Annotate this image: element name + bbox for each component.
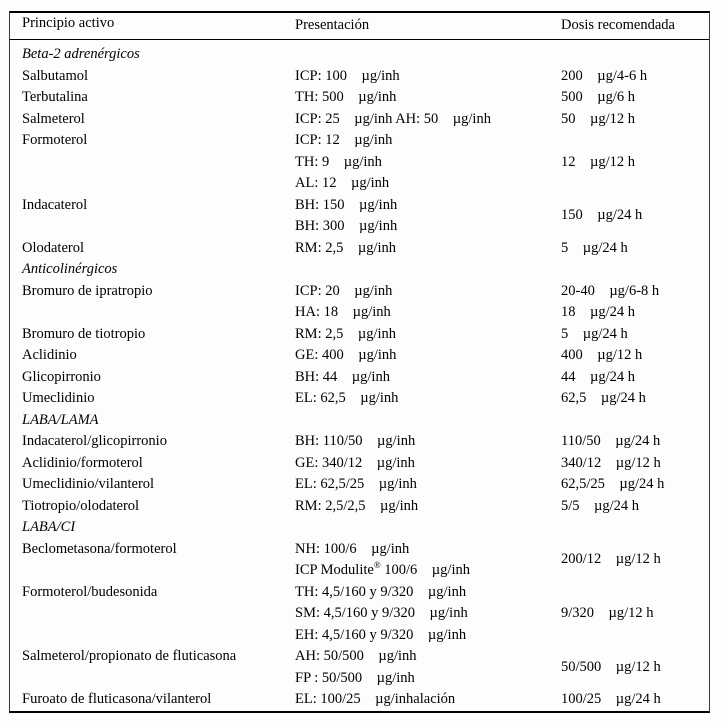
drug-row <box>10 238 709 260</box>
dose-cell <box>561 367 709 389</box>
presentation-cell <box>295 302 561 324</box>
presentation-line: BH: 44 µg/inh <box>295 368 390 385</box>
section-row <box>10 44 709 66</box>
presentation-cell <box>295 689 561 711</box>
drug-row <box>10 302 709 324</box>
dose-value: 50 µg/12 h <box>561 110 636 127</box>
dose-value: 18 µg/24 h <box>561 304 636 320</box>
drug-name: Salbutamol <box>22 67 89 84</box>
presentation-line: AH: 50/500 µg/inh <box>295 648 417 664</box>
drug-row <box>10 496 709 518</box>
presentation-cell <box>295 130 561 195</box>
dose-value: 62,5/25 µg/24 h <box>561 476 665 492</box>
drug-row <box>10 453 709 475</box>
dose-cell <box>561 539 709 582</box>
dose-cell <box>561 582 709 647</box>
section-label: LABA/CI <box>22 519 76 535</box>
presentation-cell <box>295 388 561 410</box>
dose-value: 9/320 µg/12 h <box>561 605 654 621</box>
dose-cell <box>561 281 709 303</box>
drug-name: Aclidinio <box>22 347 77 363</box>
presentation-line: TH: 9 µg/inh <box>295 153 382 170</box>
dose-value: 150 µg/24 h <box>561 207 643 224</box>
dose-cell <box>561 431 709 453</box>
dose-value: 5 µg/24 h <box>561 239 628 256</box>
drug-row <box>10 431 709 453</box>
drug-row <box>10 281 709 303</box>
drug-name: Salmeterol <box>22 110 85 127</box>
dose-value: 5/5 µg/24 h <box>561 497 640 514</box>
dose-value: 12 µg/12 h <box>561 153 636 170</box>
dose-cell <box>561 453 709 475</box>
drug-name: Olodaterol <box>22 239 85 256</box>
dose-cell <box>561 238 709 260</box>
registered-trademark-symbol: ® <box>373 560 381 571</box>
drug-name: Bromuro de ipratropio <box>22 282 153 299</box>
drug-row <box>10 195 709 238</box>
presentation-cell <box>295 109 561 131</box>
presentation-line: BH: 110/50 µg/inh <box>295 433 416 449</box>
presentation-line: BH: 150 µg/inh <box>295 196 398 213</box>
presentation-line: EL: 62,5 µg/inh <box>295 390 399 406</box>
section-label: Beta-2 adrenérgicos <box>22 46 140 62</box>
presentation-cell <box>295 646 561 689</box>
drug-name: Beclometasona/formoterol <box>22 540 177 557</box>
presentation-line: BH: 300 µg/inh <box>295 218 398 234</box>
column-header-presentacion: Presentación <box>295 17 370 34</box>
presentation-line: ICP Modulite® 100/6 µg/inh <box>295 560 470 578</box>
table-header-row <box>10 13 709 40</box>
presentation-line: GE: 400 µg/inh <box>295 347 397 363</box>
presentation-cell <box>295 345 561 367</box>
presentation-cell <box>295 281 561 303</box>
section-row <box>10 259 709 281</box>
drug-name: Glicopirronio <box>22 368 101 385</box>
presentation-line: HA: 18 µg/inh <box>295 304 391 320</box>
drug-row <box>10 367 709 389</box>
dose-cell <box>561 87 709 109</box>
presentation-line: RM: 2,5 µg/inh <box>295 325 397 342</box>
presentation-cell <box>295 453 561 475</box>
dose-value: 500 µg/6 h <box>561 89 636 105</box>
presentation-cell <box>295 539 561 582</box>
dose-value: 340/12 µg/12 h <box>561 454 661 471</box>
dose-cell <box>561 109 709 131</box>
presentation-line: ICP: 12 µg/inh <box>295 132 393 148</box>
dose-value: 62,5 µg/24 h <box>561 390 646 406</box>
drug-name: Terbutalina <box>22 89 88 105</box>
drug-row <box>10 324 709 346</box>
drug-name: Tiotropio/olodaterol <box>22 497 140 514</box>
column-header-dosis-recomendada: Dosis recomendada <box>561 17 675 34</box>
dose-value: 200/12 µg/12 h <box>561 551 661 568</box>
drug-name: Indacaterol <box>22 196 88 213</box>
dose-cell <box>561 388 709 410</box>
drug-row <box>10 109 709 131</box>
dose-cell <box>561 496 709 518</box>
presentation-line: EL: 62,5/25 µg/inh <box>295 476 417 492</box>
dose-cell <box>561 130 709 195</box>
drug-row <box>10 87 709 109</box>
drug-row <box>10 388 709 410</box>
dose-value: 20-40 µg/6-8 h <box>561 282 660 299</box>
presentation-line: SM: 4,5/160 y 9/320 µg/inh <box>295 605 468 621</box>
dose-value: 5 µg/24 h <box>561 325 628 342</box>
table-body <box>10 40 709 711</box>
section-label: Anticolinérgicos <box>22 261 118 277</box>
presentation-line: FP : 50/500 µg/inh <box>295 669 415 686</box>
presentation-line: GE: 340/12 µg/inh <box>295 454 415 471</box>
column-header-principio-activo: Principio activo <box>22 15 115 31</box>
drug-row <box>10 66 709 88</box>
drug-row <box>10 474 709 496</box>
presentation-line: TH: 500 µg/inh <box>295 89 397 105</box>
presentation-cell <box>295 87 561 109</box>
presentation-line: AL: 12 µg/inh <box>295 175 390 191</box>
drug-name: Salmeterol/propionato de fluticasona <box>22 648 237 664</box>
presentation-line: RM: 2,5/2,5 µg/inh <box>295 497 419 514</box>
presentation-cell <box>295 238 561 260</box>
presentation-line: ICP: 20 µg/inh <box>295 282 393 299</box>
presentation-cell <box>295 66 561 88</box>
dose-value: 50/500 µg/12 h <box>561 658 661 675</box>
dose-cell <box>561 302 709 324</box>
dose-value: 400 µg/12 h <box>561 347 643 363</box>
medication-table <box>9 11 710 713</box>
drug-row <box>10 646 709 689</box>
section-row <box>10 410 709 432</box>
presentation-line: RM: 2,5 µg/inh <box>295 239 397 256</box>
section-label: LABA/LAMA <box>22 411 99 428</box>
drug-name: Umeclidinio/vilanterol <box>22 476 155 492</box>
presentation-line: EL: 100/25 µg/inhalación <box>295 691 456 707</box>
drug-row <box>10 539 709 582</box>
dose-cell <box>561 646 709 689</box>
dose-cell <box>561 345 709 367</box>
dose-cell <box>561 66 709 88</box>
drug-name: Bromuro de tiotropio <box>22 325 146 342</box>
presentation-line: EH: 4,5/160 y 9/320 µg/inh <box>295 626 467 643</box>
dose-cell <box>561 474 709 496</box>
presentation-cell <box>295 431 561 453</box>
drug-row <box>10 345 709 367</box>
presentation-cell <box>295 367 561 389</box>
drug-name: Indacaterol/glicopirronio <box>22 433 167 449</box>
drug-name: Furoato de fluticasona/vilanterol <box>22 691 212 707</box>
dose-cell <box>561 689 709 711</box>
section-row <box>10 517 709 539</box>
drug-name: Formoterol <box>22 132 88 148</box>
drug-name: Aclidinio/formoterol <box>22 454 143 471</box>
presentation-cell <box>295 582 561 647</box>
drug-row <box>10 689 709 711</box>
presentation-cell <box>295 324 561 346</box>
presentation-cell <box>295 195 561 238</box>
presentation-line: ICP: 25 µg/inh AH: 50 µg/inh <box>295 110 491 127</box>
presentation-line: ICP: 100 µg/inh <box>295 67 400 84</box>
dose-value: 100/25 µg/24 h <box>561 691 661 707</box>
drug-row <box>10 582 709 647</box>
dose-cell <box>561 195 709 238</box>
dose-cell <box>561 324 709 346</box>
drug-name: Umeclidinio <box>22 390 95 406</box>
presentation-cell <box>295 496 561 518</box>
presentation-line: NH: 100/6 µg/inh <box>295 540 410 557</box>
drug-row <box>10 130 709 195</box>
dose-value: 44 µg/24 h <box>561 368 636 385</box>
presentation-cell <box>295 474 561 496</box>
drug-name: Formoterol/budesonida <box>22 583 158 600</box>
dose-value: 200 µg/4-6 h <box>561 67 648 84</box>
presentation-line: TH: 4,5/160 y 9/320 µg/inh <box>295 583 467 600</box>
dose-value: 110/50 µg/24 h <box>561 433 661 449</box>
